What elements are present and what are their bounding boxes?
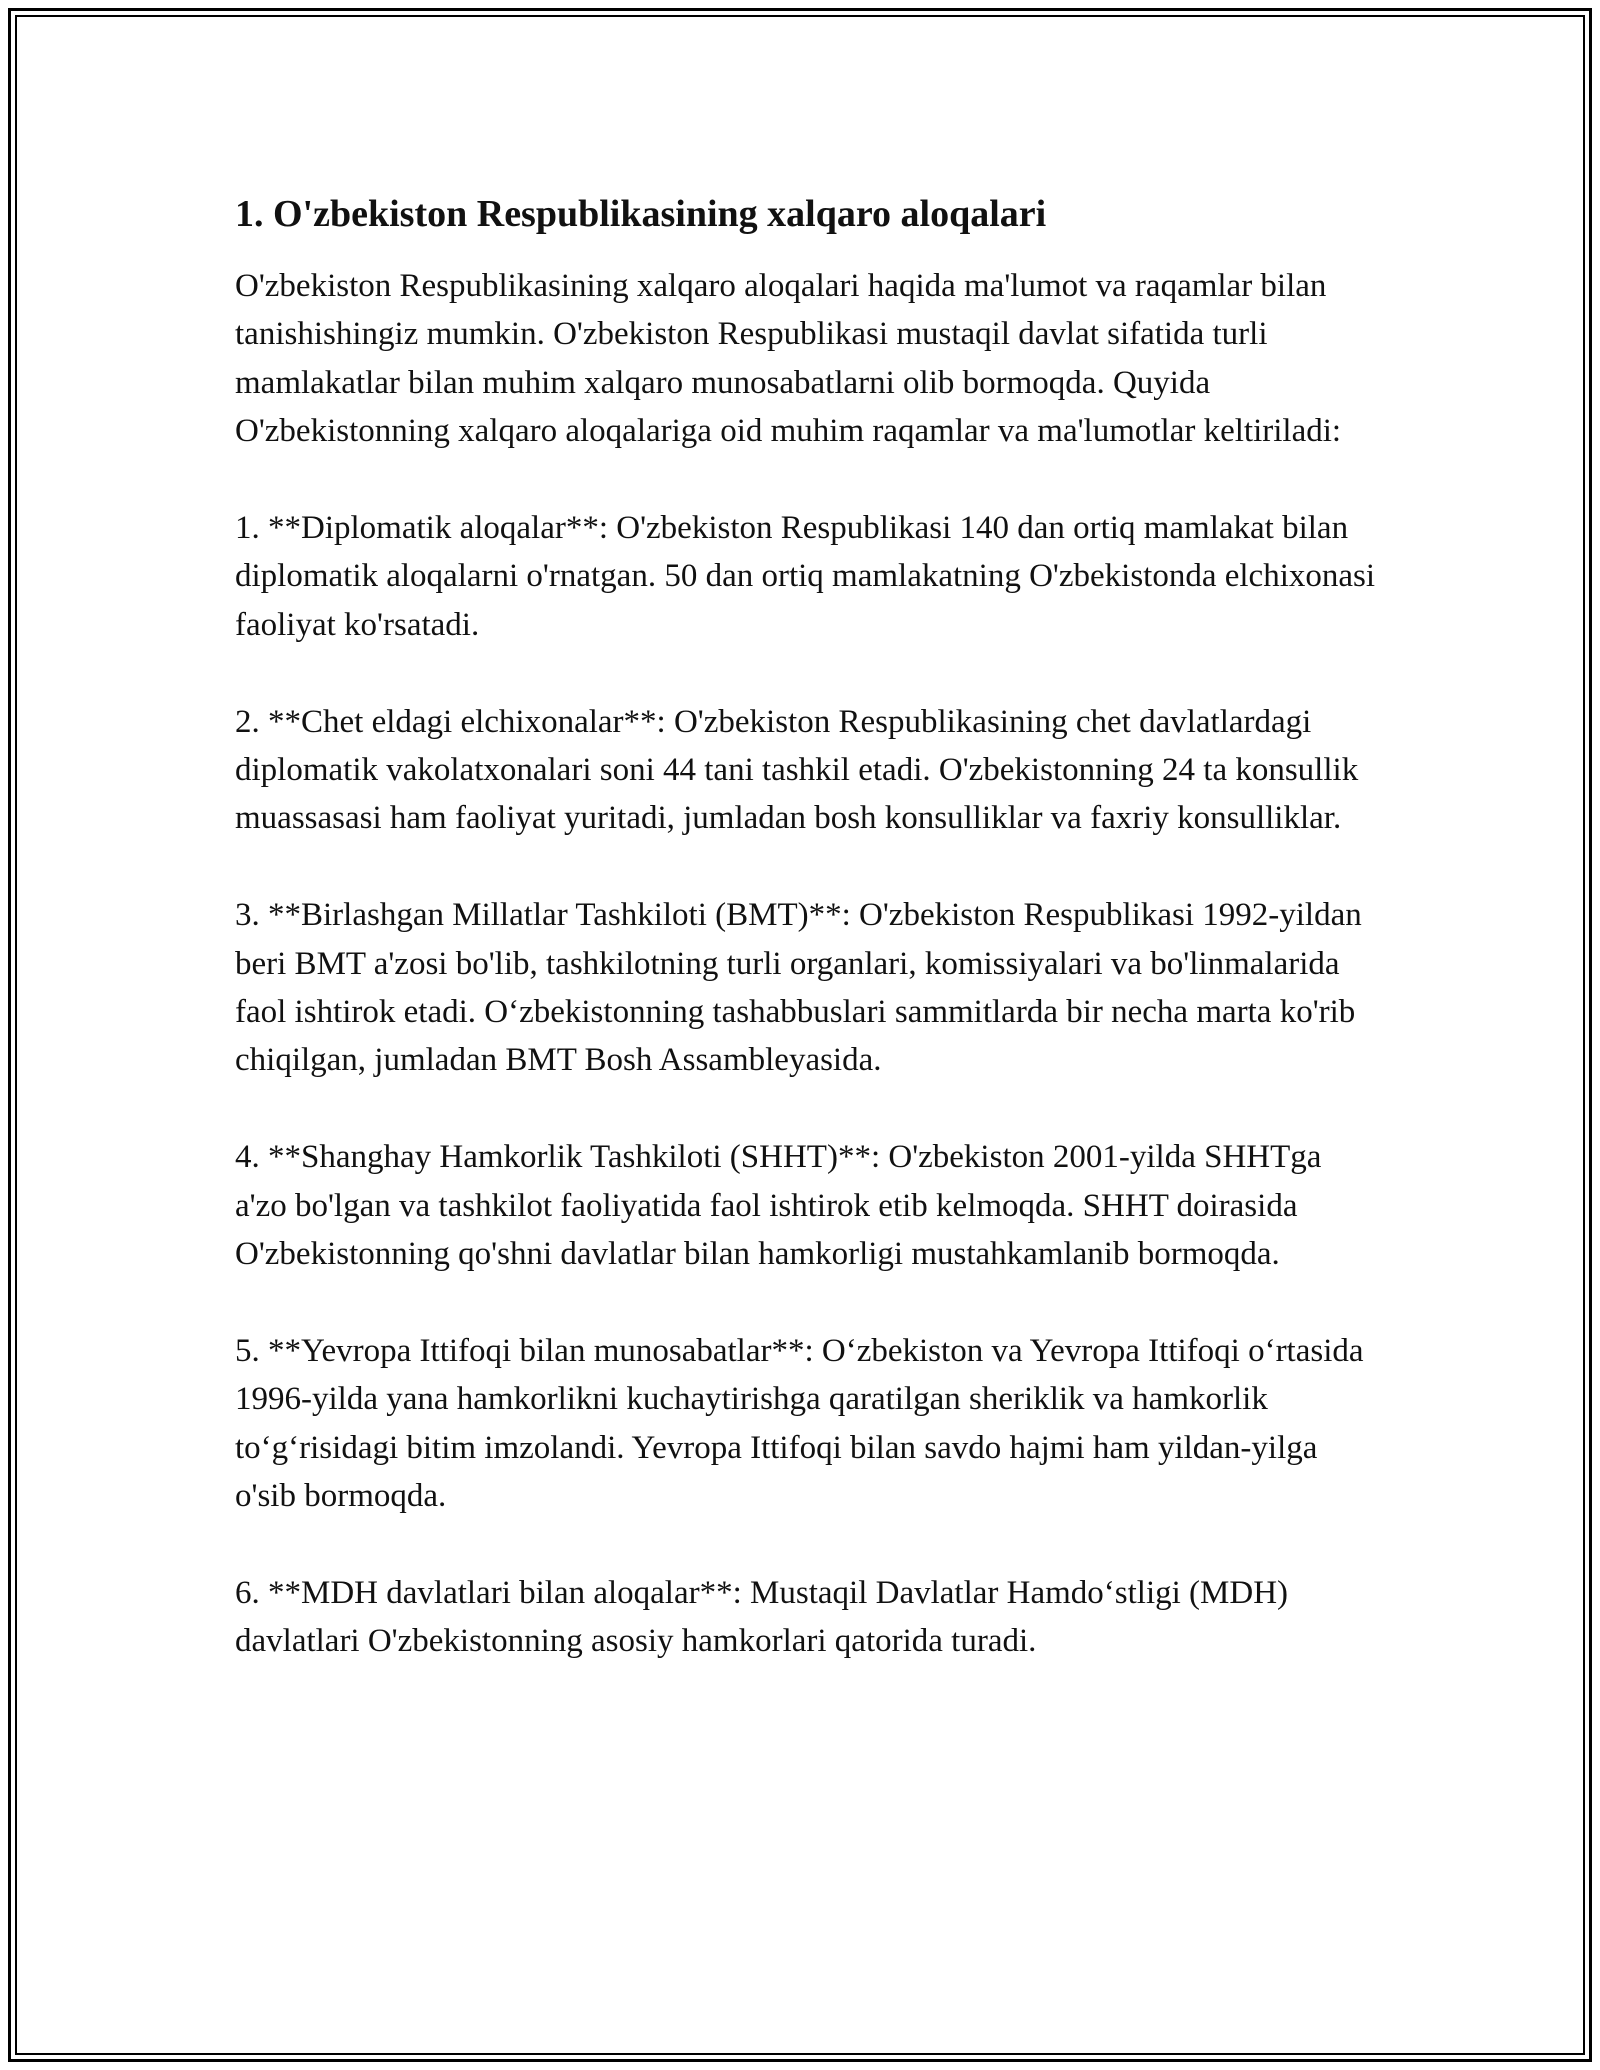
list-item-cis: 6. **MDH davlatlari bilan aloqalar**: Mustaqil Davlatlar Hamdo‘stligi (MDH) davlatlari O'zbekistonning asosiy hamkorlari qatorida turadi. — [235, 1574, 1289, 1660]
intro-paragraph: O'zbekiston Respublikasining xalqaro aloqalari haqida ma'lumot va raqamlar bilan tanishishingiz mumkin. O'zbekiston Respublikasi mustaqil davlat sifatida turli mamlakatlar bilan muhim xalqaro munosabatlarni olib bormoqda. Quyida O'zbekistonning xalqaro aloqalariga oid muhim raqamlar va ma'lumotlar keltiriladi: — [235, 268, 1342, 450]
list-item-diplomatic-relations: 1. **Diplomatik aloqalar**: O'zbekiston Respublikasi 140 dan ortiq mamlakat bilan diplomatik aloqalarni o'rnatgan. 50 dan ortiq mamlakatning O'zbekistonda elchixonasi faoliyat ko'rsatadi. — [235, 510, 1376, 643]
list-item-embassies-abroad: 2. **Chet eldagi elchixonalar**: O'zbekiston Respublikasining chet davlatlardagi diplomatik vakolatxonalari soni 44 tani tashkil etadi. O'zbekistonning 24 ta konsullik muassasasi ham faoliyat yuritadi, jumladan bosh konsulliklar va faxriy konsulliklar. — [235, 703, 1359, 837]
list-item-european-union: 5. **Yevropa Ittifoqi bilan munosabatlar**: O‘zbekiston va Yevropa Ittifoqi o‘rtasida 1996-yilda yana hamkorlikni kuchaytirishga qaratilgan sheriklik va hamkorlik to‘g‘risidagi bitim imzolandi. Yevropa Ittifoqi bilan savdo hajmi ham yildan-yilga o'sib bormoqda. — [235, 1332, 1364, 1515]
document-title: 1. O'zbekiston Respublikasining xalqaro aloqalari — [235, 193, 1047, 235]
list-item-united-nations: 3. **Birlashgan Millatlar Tashkiloti (BMT)**: O'zbekiston Respublikasi 1992-yildan beri BMT a'zosi bo'lib, tashkilotning turli organlari, komissiyalari va bo'linmalarida faol ishtirok etadi. O‘zbekistonning tashabbuslari sammitlarda bir necha marta ko'rib chiqilgan, jumladan BMT Bosh Assambleyasida. — [235, 897, 1362, 1079]
list-item-sco: 4. **Shanghay Hamkorlik Tashkiloti (SHHT)**: O'zbekiston 2001-yilda SHHTga a'zo bo'lgan va tashkilot faoliyatida faol ishtirok etib kelmoqda. SHHT doirasida O'zbekistonning qo'shni davlatlar bilan hamkorligi mustahkamlanib bormoqda. — [235, 1139, 1322, 1273]
document-body — [235, 188, 1375, 1666]
